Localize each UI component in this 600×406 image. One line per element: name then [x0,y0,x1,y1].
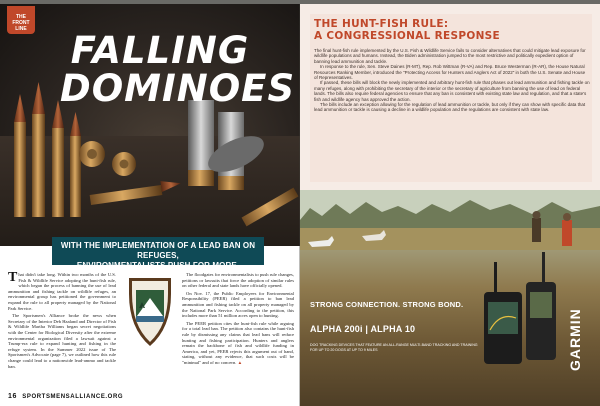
garmin-advertisement [300,190,600,406]
sidebar-box [310,14,592,182]
paragraph: On Nov. 17, the Public Employees for Environmental Responsibility (PEER) filed a petition to ban lead ammunition and fishing tackle on all property managed by the National Park Service. According to the petition, this includes more than 51 million acres open to hunting. [182,290,294,319]
sidebar-body [314,48,590,113]
garmin-wordmark: GARMIN [567,308,583,371]
field-scene [300,190,600,250]
paragraph: The bills include an exception allowing for the regulation of lead ammunition or tackle, but only if they can show with specific data that lead ammunition or tackle is causing a decline in a wildlife population and the regulations are consistent with state law. [314,102,586,113]
article-body [8,272,293,384]
national-park-service-logo [123,276,177,348]
banner-line-2: ENVIRONMENTALISTS PUSH FOR MORE. [76,261,240,270]
drop-cap: T [8,270,18,285]
right-page [300,4,600,406]
sidebar-title [314,18,500,42]
paragraph: The floodgates for environmentalists to push rule changes, petitions or lawsuits that force the adoption of similar rules on other federal and state lands have officially opened. [182,272,294,289]
column-1 [8,272,116,371]
sidebar-title-line-2: A CONGRESSIONAL RESPONSE [314,30,500,42]
ad-model-name: ALPHA 200i | ALPHA 10 [310,324,416,334]
paragraph: That didn't take long. Within two months of the U.S. Fish & Wildlife Service adopting the hunt-fish rule, which began the process of banning the use of lead ammunition and fishing tackle on wildlife refuges, an environmental group has petitioned the government to expand the rule to all property managed by the National Park Service. [8,270,116,311]
page-number: 16 [8,393,17,400]
section-badge: THE FRONT LINE [7,6,35,34]
subtitle-banner [52,237,264,270]
paragraph: If passed, these bills will block the newly implemented and arbitrary hunt-fish rule that phases out lead ammunition and fishing tackle on many refuges, along with prohibiting the secretary of the interior or the secretary of agriculture from banning the use of lead on federal lands. The bills also require federal agencies to ensure that any ban is consistent with existing state law and regulation, and that a state's fish and wildlife agency has approved the action. [314,80,590,102]
left-page [0,4,300,406]
paragraph: The PEER petition cites the hunt-fish rule while arguing for a total lead ban. The petition also contains the hunt-fish rule by dismissing any claims that lead bans will reduce hunting and fishing participation. Hunters and anglers remain the backbone of fish and wildlife funding in America, and yet, PEER rejects this argument out of hand, stating, without any evidence, that such costs will be "minimal" and of no concern. ▲ [182,320,294,365]
page-footer [8,393,123,400]
ammunition-photo [0,4,300,246]
paragraph: The Sportsmen's Alliance broke the news when Secretary of the Interior Deb Haaland and Director of Fish & Wildlife Martha Williams began secret negotiations with the Center for Biological Diversity after the extreme environmental organization filed a lawsuit against a Trump-era rule to expand hunting and fishing in the refuge system. In the Summer 2022 issue of The Sportsmen's Advocate (page 7), we outlined how this rule change could lead to a nationwide lead-ammo and tackle ban. [8,313,116,369]
column-2 [182,272,294,368]
title-line-2: DOMINOES [60,67,296,110]
sidebar-title-line-1: THE HUNT-FISH RULE: [314,18,449,30]
banner-line-1: WITH THE IMPLEMENTATION OF A LEAD BAN ON REFUGES, [60,241,256,260]
gps-devices [480,252,560,402]
title-line-1: FALLING [70,29,250,72]
end-mark-icon: ▲ [237,359,243,365]
article-title [60,29,296,110]
paragraph: In response to the rule, Sen. Steve Daines (R-MT), Rep. Rob Wittman (R-VA) and Rep. Bruce Westerman (R-AR), the House Natural Resources Ranking Member, introduced the "Protecting Access for Hunters and Anglers Act of 2022" in both the U.S. Senate and House of Representatives. [314,64,586,81]
footer-site: SPORTSMENSALLIANCE.ORG [22,394,124,400]
paragraph: The final hunt-fish rule implemented by the U.S. Fish & Wildlife Service fails to consider alternatives that could mitigate lead exposure for wildlife populations and humans. Instead, the Biden administration jumped to the most restrictive and politically expedient option of banning lead ammunition and tackle. [314,48,586,64]
ad-description: DOG TRACKING DEVICES THAT FEATURE AN ALL-RANGE MULTI-BAND TRACKING AND TRAINING FOR UP TO 20 DOGS AT UP TO 9 MILES [310,343,478,352]
garmin-logo [554,295,594,375]
ad-tagline: STRONG CONNECTION. STRONG BOND. [310,300,464,309]
